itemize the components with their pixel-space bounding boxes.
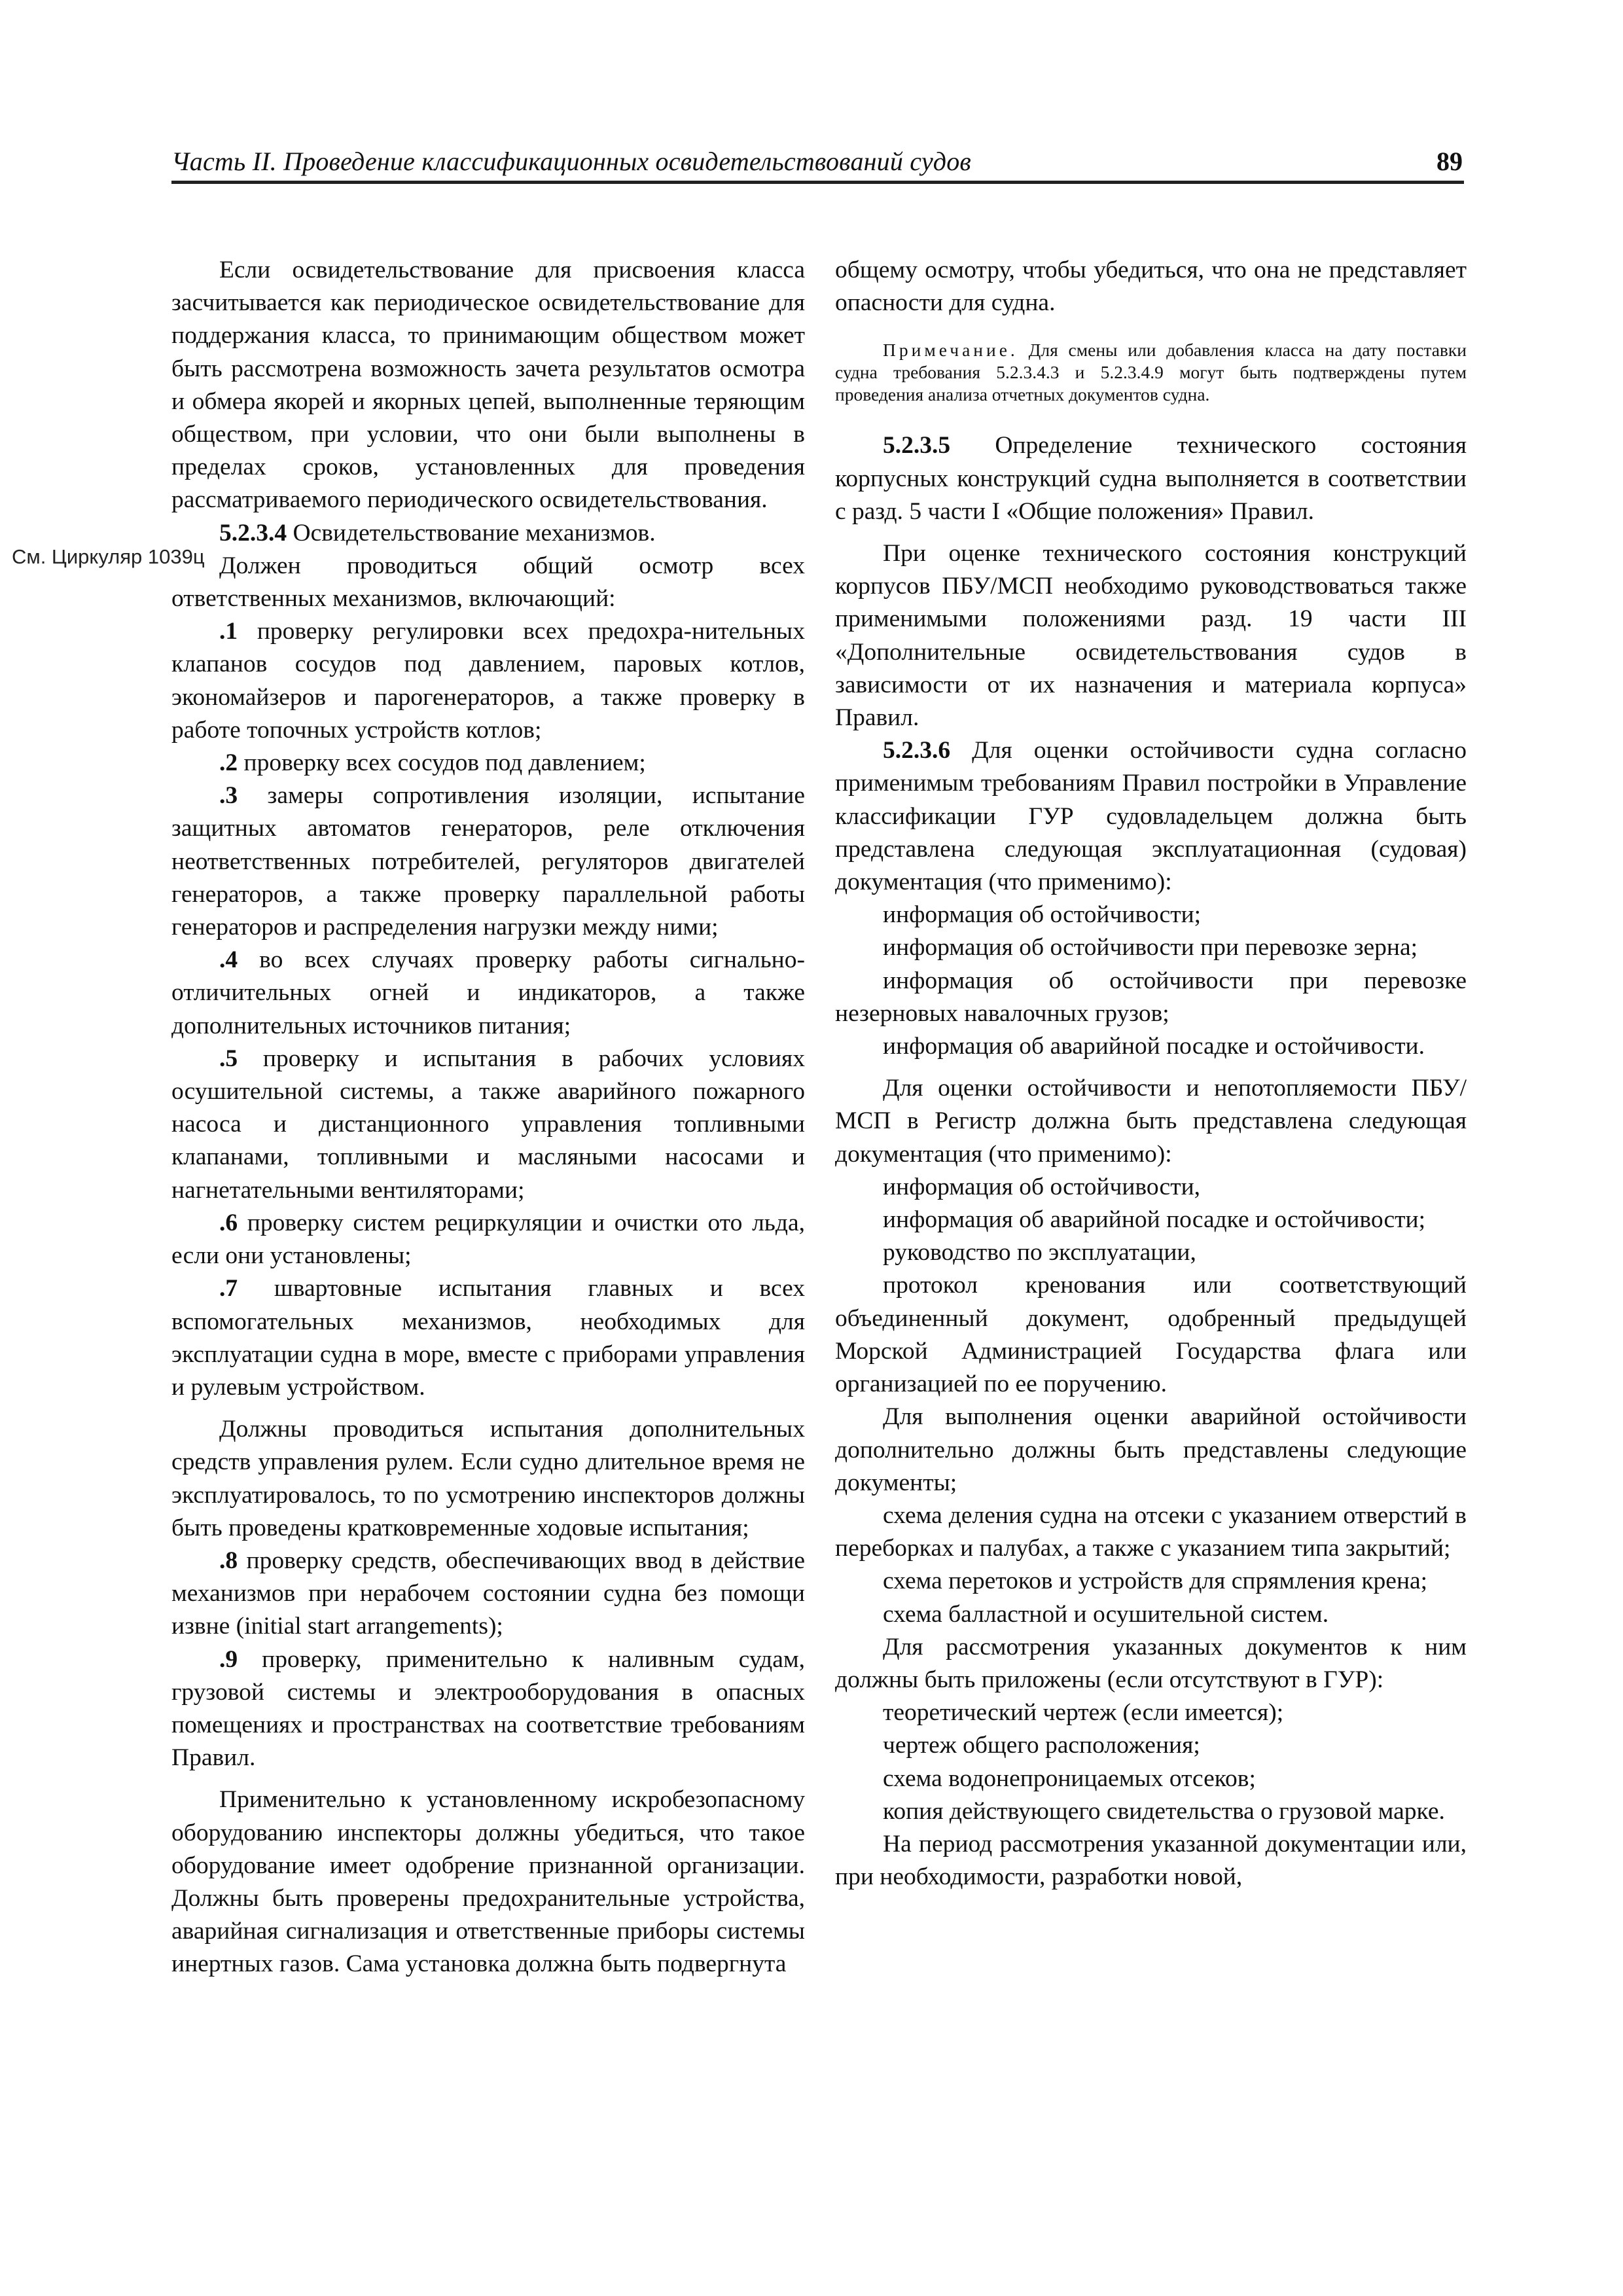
paragraph: Для выполнения оценки аварийной остойчивости дополнительно должны быть представлены следующие документы; [835,1403,1467,1496]
list-item: схема деления судна на отсеки с указанием отверстий в переборках и палубах, а также с указанием типа закрытий; [835,1501,1467,1562]
list-item: руководство по эксплуатации, [883,1239,1196,1266]
section-number: 5.2.3.4 [219,519,287,547]
paragraph: Для рассмотрения указанных документов к ним должны быть приложены (если отсутствуют в ГУР): [835,1633,1467,1693]
left-column [171,254,805,1981]
list-item: информация об остойчивости; [883,901,1202,929]
item-number: .5 [219,1045,238,1072]
list-item-7: .7 швартовные испытания главных и всех вспомогательных механизмов, необходимых для эксплуатации судна в море, вместе с приборами управления и рулевым устройством. [171,1275,805,1401]
paragraph: общему осмотру, чтобы убедиться, что она не представляет опасности для судна. [835,257,1467,317]
list-item-1: .1 проверку регулировки всех предохра-нительных клапанов сосудов под давлением, паровых котлов, экономайзеров и парогенераторов, а также проверку в работе топочных устройств котлов; [171,618,805,744]
page-number: 89 [1436,147,1463,176]
item-number: .4 [219,946,238,974]
list-item-5: .5 проверку и испытания в рабочих условиях осушительной системы, а также аварийного пожарного насоса и дистанционного управления топливными клапанами, топливными и масляными насосами и нагнетательными вентиляторами; [171,1045,805,1204]
item-number: .1 [219,618,238,645]
paragraph: Для оценки остойчивости и непотопляемости ПБУ/МСП в Регистр должна быть представлена следующая документация (что применимо): [835,1075,1467,1168]
list-item: копия действующего свидетельства о грузовой марке. [883,1797,1445,1825]
item-number: .8 [219,1547,238,1574]
list-item-6: .6 проверку систем рециркуляции и очистки ото льда, если они установлены; [171,1209,805,1270]
item-number: .6 [219,1209,238,1236]
list-item-8: .8 проверку средств, обеспечивающих ввод в действие механизмов при нерабочем состоянии судна без помощи извне (initial start arrangements); [171,1547,805,1640]
list-item-4: .4 во всех случаях проверку работы сигнально-отличительных огней и индикаторов, а также дополнительных источников питания; [171,946,805,1039]
list-item: схема перетоков и устройств для спрямления крена; [883,1568,1428,1595]
item-number: .9 [219,1645,238,1673]
right-column [835,254,1467,1893]
note-label: Примечание. [883,340,1018,361]
section-5-2-3-5: 5.2.3.5 Определение технического состояния корпусных конструкций судна выполняется в соответствии с разд. 5 части I «Общие положения» Правил. [835,432,1467,525]
list-item: схема водонепроницаемых отсеков; [883,1765,1256,1792]
paragraph: На период рассмотрения указанной документации или, при необходимости, разработки новой, [835,1830,1467,1891]
list-item: информация об аварийной посадке и остойчивости. [883,1033,1425,1060]
paragraph: При оценке технического состояния конструкций корпусов ПБУ/МСП необходимо руководствоваться также применимыми положениями разд. 19 части III «Дополнительные освидетельствования судов в зависимости от их назначения и материала корпуса» Правил. [835,540,1467,732]
section-number: 5.2.3.6 [883,737,951,764]
item-number: .7 [219,1275,238,1302]
list-item-2: .2 проверку всех сосудов под давлением; [219,749,646,777]
header-title: Часть II. Проведение классификационных освидетельствований судов [171,147,971,176]
section-number: 5.2.3.5 [883,432,951,459]
paragraph: Если освидетельствование для присвоения класса засчитывается как периодическое освидетельствование для поддержания класса, то принимающим обществом может быть рассмотрена возможность зачета результатов осмотра и обмера якорей и якорных цепей, выполненные теряющим обществом, при условии, что они были выполнены в пределах сроков, установленных для проведения рассматриваемого периодического освидетельствования. [171,257,805,514]
paragraph: Применительно к установленному искробезопасному оборудованию инспекторы должны убедиться, что такое оборудование имеет одобрение признанной организации. Должны быть проверены предохранительные устройства, аварийная сигнализация и ответственные приборы системы инертных газов. Сама установка должна быть подвергнута [171,1786,805,1978]
list-item: информация об остойчивости при перевозке зерна; [883,934,1418,961]
list-item: информация об остойчивости, [883,1173,1201,1200]
list-item: чертеж общего расположения; [883,1732,1200,1759]
list-item-9: .9 проверку, применительно к наливным судам, грузовой системы и электрооборудования в опасных помещениях и пространствах на соответствие требованиям Правил. [171,1645,805,1772]
list-item: информация об остойчивости при перевозке незерновых навалочных грузов; [835,967,1467,1027]
section-5-2-3-4: 5.2.3.4 Освидетельствование механизмов. [219,519,656,547]
item-number: .3 [219,782,238,810]
note: Примечание. Для смены или добавления класса на дату поставки судна требования 5.2.3.4.3 и 5.2.3.4.9 могут быть подтверждены путем проведения анализа отчетных документов судна. [835,340,1467,405]
list-item: схема балластной и осушительной систем. [883,1600,1329,1628]
running-header [171,140,1464,184]
list-item: информация об аварийной посадке и остойчивости; [883,1206,1426,1234]
paragraph: Должен проводиться общий осмотр всех ответственных механизмов, включающий: [171,552,805,613]
margin-note-circular: См. Циркуляр 1039ц [12,545,205,568]
section-5-2-3-6: 5.2.3.6 Для оценки остойчивости судна согласно применимым требованиям Правил постройки в Управление классификации ГУР судовладельцем должна быть представлена следующая эксплуатационная (судовая) документация (что применимо): [835,737,1467,896]
list-item: протокол кренования или соответствующий объединенный документ, одобренный предыдущей Морской Администрацией Государства флага или организацией по ее поручению. [835,1272,1467,1398]
list-item-3: .3 замеры сопротивления изоляции, испытание защитных автоматов генераторов, реле отключения неответственных потребителей, регуляторов двигателей генераторов, а также проверку параллельной работы генераторов и распределения нагрузки между ними; [171,782,805,941]
list-item: теоретический чертеж (если имеется); [883,1699,1284,1727]
paragraph: Должны проводиться испытания дополнительных средств управления рулем. Если судно длительное время не эксплуатировалось, то по усмотрению инспекторов должны быть проведены кратковременные ходовые испытания; [171,1416,805,1541]
item-number: .2 [219,749,238,777]
